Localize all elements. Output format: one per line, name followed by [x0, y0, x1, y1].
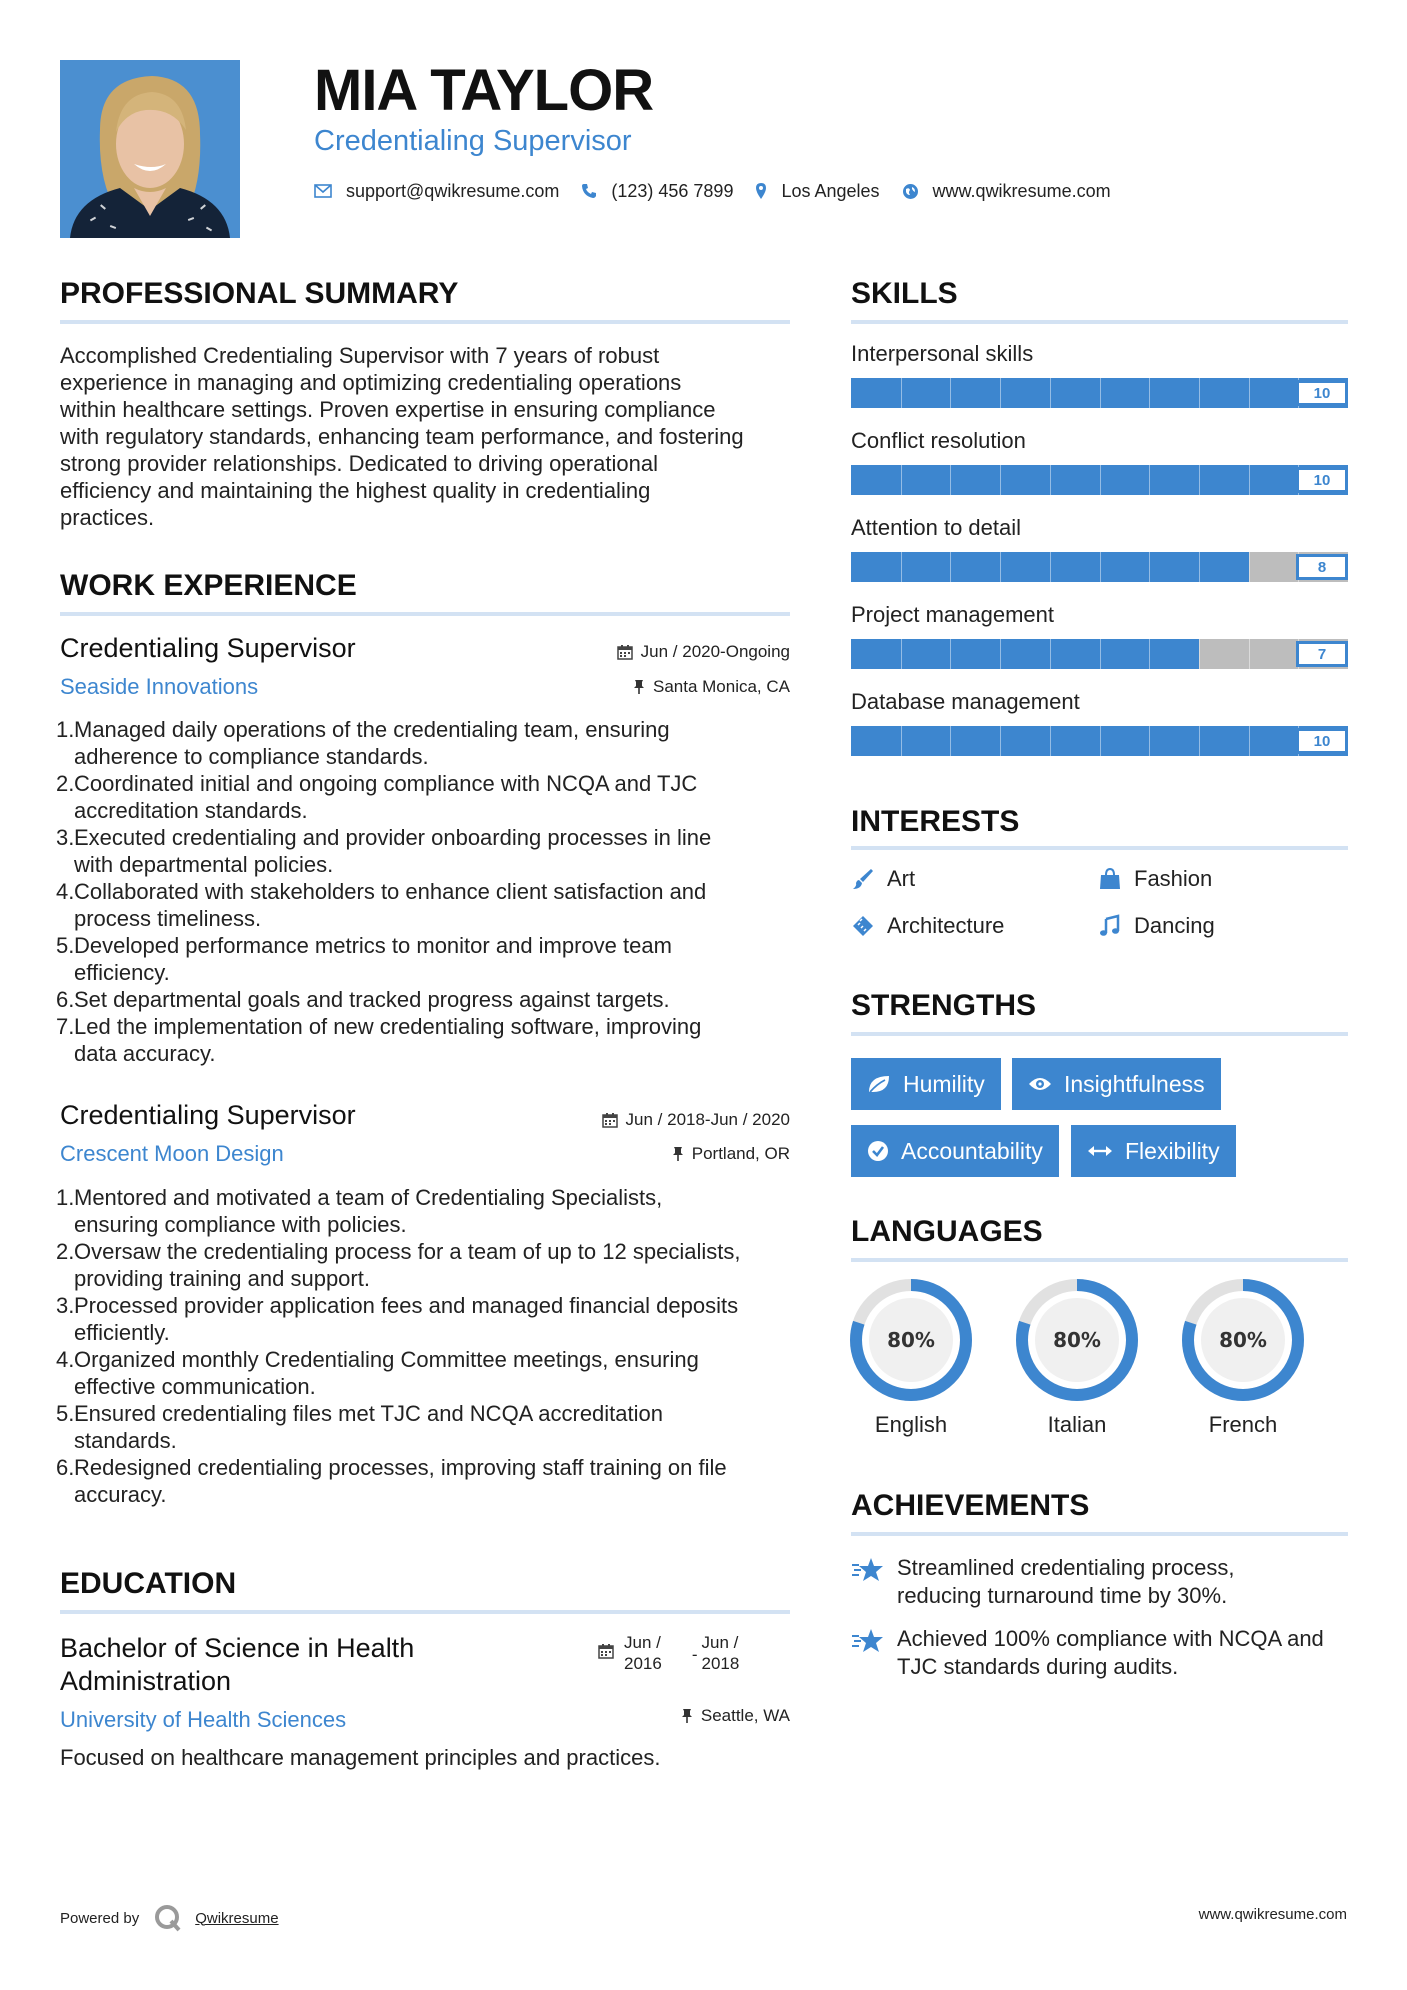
contact-email[interactable] [314, 181, 559, 202]
check-circle-icon [867, 1140, 889, 1162]
language-ring [1015, 1278, 1139, 1402]
summary-line: within healthcare settings. Proven expertise in ensuring compliance [60, 397, 716, 422]
duty-number: 1. [56, 1185, 75, 1210]
contact-bar [314, 176, 1133, 206]
duty-number: 5. [56, 933, 75, 958]
skill-bar-segment [1100, 639, 1101, 669]
duty-item [56, 1184, 796, 1238]
edu-start-year: 2016 [624, 1654, 662, 1673]
summary-heading: PROFESSIONAL SUMMARY [60, 277, 459, 310]
duty-line: standards. [74, 1428, 177, 1453]
interest-item-dancing [1098, 913, 1215, 939]
experience-heading: WORK EXPERIENCE [60, 569, 357, 602]
duty-line: accuracy. [74, 1482, 167, 1507]
skills-list [851, 340, 1348, 775]
skill-bar-segment [1000, 552, 1001, 582]
duty-number: 7. [56, 1014, 75, 1039]
interest-label: Architecture [887, 913, 1005, 938]
language-ring [849, 1278, 973, 1402]
language-name: Italian [1047, 1412, 1107, 1437]
achievement-line: TJC standards during audits. [897, 1654, 1179, 1679]
interest-item-architecture [851, 913, 1004, 939]
education-location-text: Seattle, WA [700, 1706, 790, 1725]
languages-heading: LANGUAGES [851, 1215, 1043, 1248]
degree-line: Bachelor of Science in Health [60, 1633, 415, 1663]
skills-rule [851, 320, 1348, 324]
duty-line: with departmental policies. [74, 852, 334, 877]
skill-bar-segment [950, 378, 951, 408]
skill-bar-segment [1000, 378, 1001, 408]
skill-bar-segment [950, 726, 951, 756]
duty-item [56, 1238, 796, 1292]
contact-website[interactable] [902, 181, 1111, 202]
footer-website[interactable]: www.qwikresume.com [1198, 1906, 1347, 1923]
edu-end [702, 1632, 740, 1674]
skill-name: Interpersonal skills [851, 341, 1034, 366]
skill-score: 8 [1296, 554, 1348, 580]
duty-number: 6. [56, 987, 75, 1012]
skill-name: Conflict resolution [851, 428, 1026, 453]
calendar-icon [617, 644, 633, 660]
school-name: University of Health Sciences [60, 1707, 347, 1732]
skill-bar-fill [851, 639, 1199, 669]
language-item [849, 1278, 973, 1438]
skill-item [851, 601, 1348, 688]
skill-bar-segment [950, 465, 951, 495]
duty-line: Set departmental goals and tracked progress against targets. [74, 987, 670, 1012]
strength-label: Flexibility [1125, 1137, 1220, 1164]
duty-line: Developed performance metrics to monitor and improve team [74, 933, 672, 958]
email-text: support@qwikresume.com [346, 180, 560, 201]
strengths-rule [851, 1032, 1348, 1036]
job-location-text: Portland, OR [691, 1144, 790, 1163]
calendar-icon [602, 1112, 618, 1128]
duty-item [56, 1292, 796, 1346]
education-heading: EDUCATION [60, 1567, 237, 1600]
skill-bar-segment [1249, 378, 1250, 408]
language-item [1015, 1278, 1139, 1438]
experience-rule [60, 612, 790, 616]
interest-item-fashion [1098, 866, 1212, 892]
skill-bar-segment [1149, 465, 1150, 495]
skill-bar-segment [950, 639, 951, 669]
skill-bar-segment [1050, 639, 1051, 669]
skill-bar-segment [950, 552, 951, 582]
job-dates [480, 642, 790, 662]
summary-line: efficiency and maintaining the highest quality in credentialing [60, 478, 651, 503]
duty-number: 6. [56, 1455, 75, 1480]
strength-label: Accountability [901, 1137, 1043, 1164]
strength-chip-insightfulness [1012, 1058, 1221, 1110]
arrows-horizontal-icon [1087, 1144, 1113, 1158]
ruler-icon [851, 914, 875, 938]
summary-line: Accomplished Credentialing Supervisor with 7 years of robust [60, 343, 660, 368]
duty-line: Processed provider application fees and managed financial deposits [74, 1293, 739, 1318]
globe-icon [902, 183, 919, 200]
duty-item [56, 824, 796, 878]
skill-bar-segment [1100, 726, 1101, 756]
job-company: Seaside Innovations [60, 674, 259, 699]
candidate-title: Credentialing Supervisor [314, 125, 632, 157]
skill-bar-segment [1149, 726, 1150, 756]
eye-icon [1028, 1076, 1052, 1092]
skill-bar [851, 465, 1348, 495]
job-location [480, 1144, 790, 1164]
contact-location [755, 181, 879, 202]
achievement-line: Streamlined credentialing process, [897, 1555, 1235, 1580]
duty-line: Led the implementation of new credentialing software, improving [74, 1014, 702, 1039]
job-title: Credentialing Supervisor [60, 633, 356, 663]
summary-line: practices. [60, 505, 155, 530]
duty-line: Organized monthly Credentialing Committee meetings, ensuring [74, 1347, 699, 1372]
strength-chip-humility [851, 1058, 1001, 1110]
skill-name: Project management [851, 602, 1054, 627]
duty-number: 3. [56, 825, 75, 850]
duty-item [56, 932, 796, 986]
duty-line: Coordinated initial and ongoing compliance with NCQA and TJC [74, 771, 698, 796]
strengths-heading: STRENGTHS [851, 989, 1037, 1022]
skill-bar [851, 639, 1348, 669]
job-company: Crescent Moon Design [60, 1141, 284, 1166]
duty-line: efficiency. [74, 960, 170, 985]
map-pin-icon [755, 182, 767, 200]
job-title: Credentialing Supervisor [60, 1100, 356, 1130]
skill-bar-segment [1100, 465, 1101, 495]
skill-item [851, 427, 1348, 514]
duty-line: data accuracy. [74, 1041, 216, 1066]
skill-bar-segment [1199, 378, 1200, 408]
duty-number: 1. [56, 717, 75, 742]
achievement-item [851, 1625, 1324, 1681]
edu-end-year: 2018 [701, 1654, 740, 1673]
music-note-icon [1098, 914, 1122, 938]
skill-bar [851, 726, 1348, 756]
duty-number: 2. [56, 1239, 75, 1264]
skill-bar-segment [901, 639, 902, 669]
footer-powered-by [60, 1903, 279, 1933]
phone-text: (123) 456 7899 [611, 180, 734, 201]
duty-number: 5. [56, 1401, 75, 1426]
interests-rule [851, 846, 1348, 850]
job-duties [56, 1184, 796, 1508]
duty-line: Ensured credentialing files met TJC and NCQA accreditation [74, 1401, 663, 1426]
achievement-item [851, 1554, 1235, 1610]
languages-rule [851, 1258, 1348, 1262]
pushpin-icon [681, 1708, 693, 1724]
interest-item-art [851, 866, 915, 892]
duty-line: accreditation standards. [74, 798, 308, 823]
strength-label: Insightfulness [1064, 1070, 1205, 1097]
degree-line: Administration [60, 1666, 232, 1696]
strength-chip-accountability [851, 1125, 1059, 1177]
job-location-text: Santa Monica, CA [652, 677, 790, 696]
skill-score: 7 [1296, 641, 1348, 667]
skill-bar-segment [901, 465, 902, 495]
calendar-icon [598, 1643, 614, 1659]
duty-item [56, 1400, 796, 1454]
skill-item [851, 514, 1348, 601]
duty-line: providing training and support. [74, 1266, 370, 1291]
skill-bar [851, 552, 1348, 582]
skill-bar-segment [1100, 552, 1101, 582]
skill-score: 10 [1296, 380, 1348, 406]
education-location [480, 1706, 790, 1726]
achievements-rule [851, 1532, 1348, 1536]
language-percent: 80% [887, 1328, 935, 1352]
language-name: English [874, 1412, 948, 1437]
qwikresume-link[interactable]: Qwikresume [195, 1909, 279, 1927]
edu-start-month: Jun / [624, 1633, 661, 1652]
education-description: Focused on healthcare management principles and practices. [60, 1745, 661, 1770]
strength-label: Humility [903, 1070, 985, 1097]
edu-date-dash: - [691, 1645, 698, 1664]
skill-bar-segment [1000, 639, 1001, 669]
phone-icon [581, 183, 597, 199]
degree-title [60, 1632, 414, 1698]
skill-bar-segment [1050, 552, 1051, 582]
duty-line: efficiently. [74, 1320, 170, 1345]
achievements-heading: ACHIEVEMENTS [851, 1489, 1090, 1522]
skill-score: 10 [1296, 728, 1348, 754]
skill-name: Database management [851, 689, 1080, 714]
contact-phone[interactable] [581, 181, 733, 202]
skill-bar-segment [1149, 552, 1150, 582]
summary-line: experience in managing and optimizing credentialing operations [60, 370, 682, 395]
duty-line: Executed credentialing and provider onboarding processes in line [74, 825, 712, 850]
duty-item [56, 1454, 796, 1508]
skill-bar-segment [1249, 552, 1250, 582]
shopping-bag-icon [1098, 867, 1122, 891]
skill-bar-segment [1199, 465, 1200, 495]
duty-line: Mentored and motivated a team of Credentialing Specialists, [74, 1185, 663, 1210]
duty-line: Redesigned credentialing processes, improving staff training on file [74, 1455, 727, 1480]
duty-number: 2. [56, 771, 75, 796]
summary-line: with regulatory standards, enhancing team performance, and fostering [60, 424, 744, 449]
star-icon [851, 1627, 885, 1655]
duty-line: ensuring compliance with policies. [74, 1212, 407, 1237]
powered-by-text: Powered by [60, 1909, 140, 1927]
job-dates-text: Jun / 2020-Ongoing [640, 642, 790, 661]
skill-bar [851, 378, 1348, 408]
interest-label: Fashion [1134, 866, 1213, 891]
duty-item [56, 716, 796, 770]
skill-bar-segment [1000, 726, 1001, 756]
interest-label: Dancing [1134, 913, 1215, 938]
skill-bar-segment [1249, 465, 1250, 495]
profile-photo [60, 60, 240, 238]
candidate-name: MIA TAYLOR [314, 58, 654, 123]
duty-item [56, 770, 796, 824]
skill-name: Attention to detail [851, 515, 1022, 540]
duty-line: process timeliness. [74, 906, 262, 931]
duty-line: adherence to compliance standards. [74, 744, 429, 769]
location-text: Los Angeles [781, 180, 880, 201]
duty-number: 3. [56, 1293, 75, 1318]
skill-bar-segment [901, 552, 902, 582]
duty-number: 4. [56, 879, 75, 904]
paintbrush-icon [851, 867, 875, 891]
skill-bar-segment [1249, 639, 1250, 669]
pushpin-icon [633, 679, 645, 695]
skill-bar-segment [1149, 639, 1150, 669]
skill-bar-segment [1199, 726, 1200, 756]
skill-bar-segment [901, 726, 902, 756]
duty-line: Oversaw the credentialing process for a team of up to 12 specialists, [74, 1239, 741, 1264]
education-dates [598, 1632, 739, 1674]
duty-item [56, 1346, 796, 1400]
summary-rule [60, 320, 790, 324]
achievement-line: Achieved 100% compliance with NCQA and [897, 1626, 1324, 1651]
achievement-text [897, 1554, 1235, 1610]
skill-bar-segment [901, 378, 902, 408]
language-item [1181, 1278, 1305, 1438]
skill-bar-segment [1050, 726, 1051, 756]
summary-text [60, 342, 800, 531]
edu-start [624, 1632, 662, 1674]
duty-line: Collaborated with stakeholders to enhance client satisfaction and [74, 879, 707, 904]
duty-item [56, 986, 796, 1013]
pushpin-icon [672, 1146, 684, 1162]
skill-item [851, 340, 1348, 427]
skill-bar-segment [1149, 378, 1150, 408]
job-dates-text: Jun / 2018-Jun / 2020 [625, 1110, 790, 1129]
duty-number: 4. [56, 1347, 75, 1372]
strength-chip-flexibility [1071, 1125, 1236, 1177]
duty-line: effective communication. [74, 1374, 316, 1399]
job-location [480, 677, 790, 697]
skill-bar-segment [1249, 726, 1250, 756]
education-rule [60, 1610, 790, 1614]
skill-bar-segment [1000, 465, 1001, 495]
skill-item [851, 688, 1348, 775]
qwikresume-logo-icon [153, 1903, 183, 1933]
achievement-text [897, 1625, 1324, 1681]
summary-line: strong provider relationships. Dedicated to driving operational [60, 451, 659, 476]
envelope-icon [314, 184, 332, 198]
skill-bar-segment [1050, 378, 1051, 408]
language-percent: 80% [1219, 1328, 1267, 1352]
duty-line: Managed daily operations of the credentialing team, ensuring [74, 717, 670, 742]
skill-bar-segment [1050, 465, 1051, 495]
duty-item [56, 878, 796, 932]
skill-bar-segment [1199, 639, 1200, 669]
leaf-icon [867, 1074, 891, 1094]
interest-label: Art [887, 866, 916, 891]
edu-end-month: Jun / [701, 1633, 739, 1652]
job-duties [56, 716, 796, 1067]
skill-score: 10 [1296, 467, 1348, 493]
star-icon [851, 1556, 885, 1584]
language-percent: 80% [1053, 1328, 1101, 1352]
skill-bar-segment [1100, 378, 1101, 408]
achievement-line: reducing turnaround time by 30%. [897, 1583, 1228, 1608]
website-text: www.qwikresume.com [932, 180, 1111, 201]
skills-heading: SKILLS [851, 277, 958, 310]
language-ring [1181, 1278, 1305, 1402]
duty-item [56, 1013, 796, 1067]
interests-heading: INTERESTS [851, 805, 1020, 838]
job-dates [480, 1110, 790, 1130]
language-name: French [1208, 1412, 1278, 1437]
skill-bar-segment [1199, 552, 1200, 582]
